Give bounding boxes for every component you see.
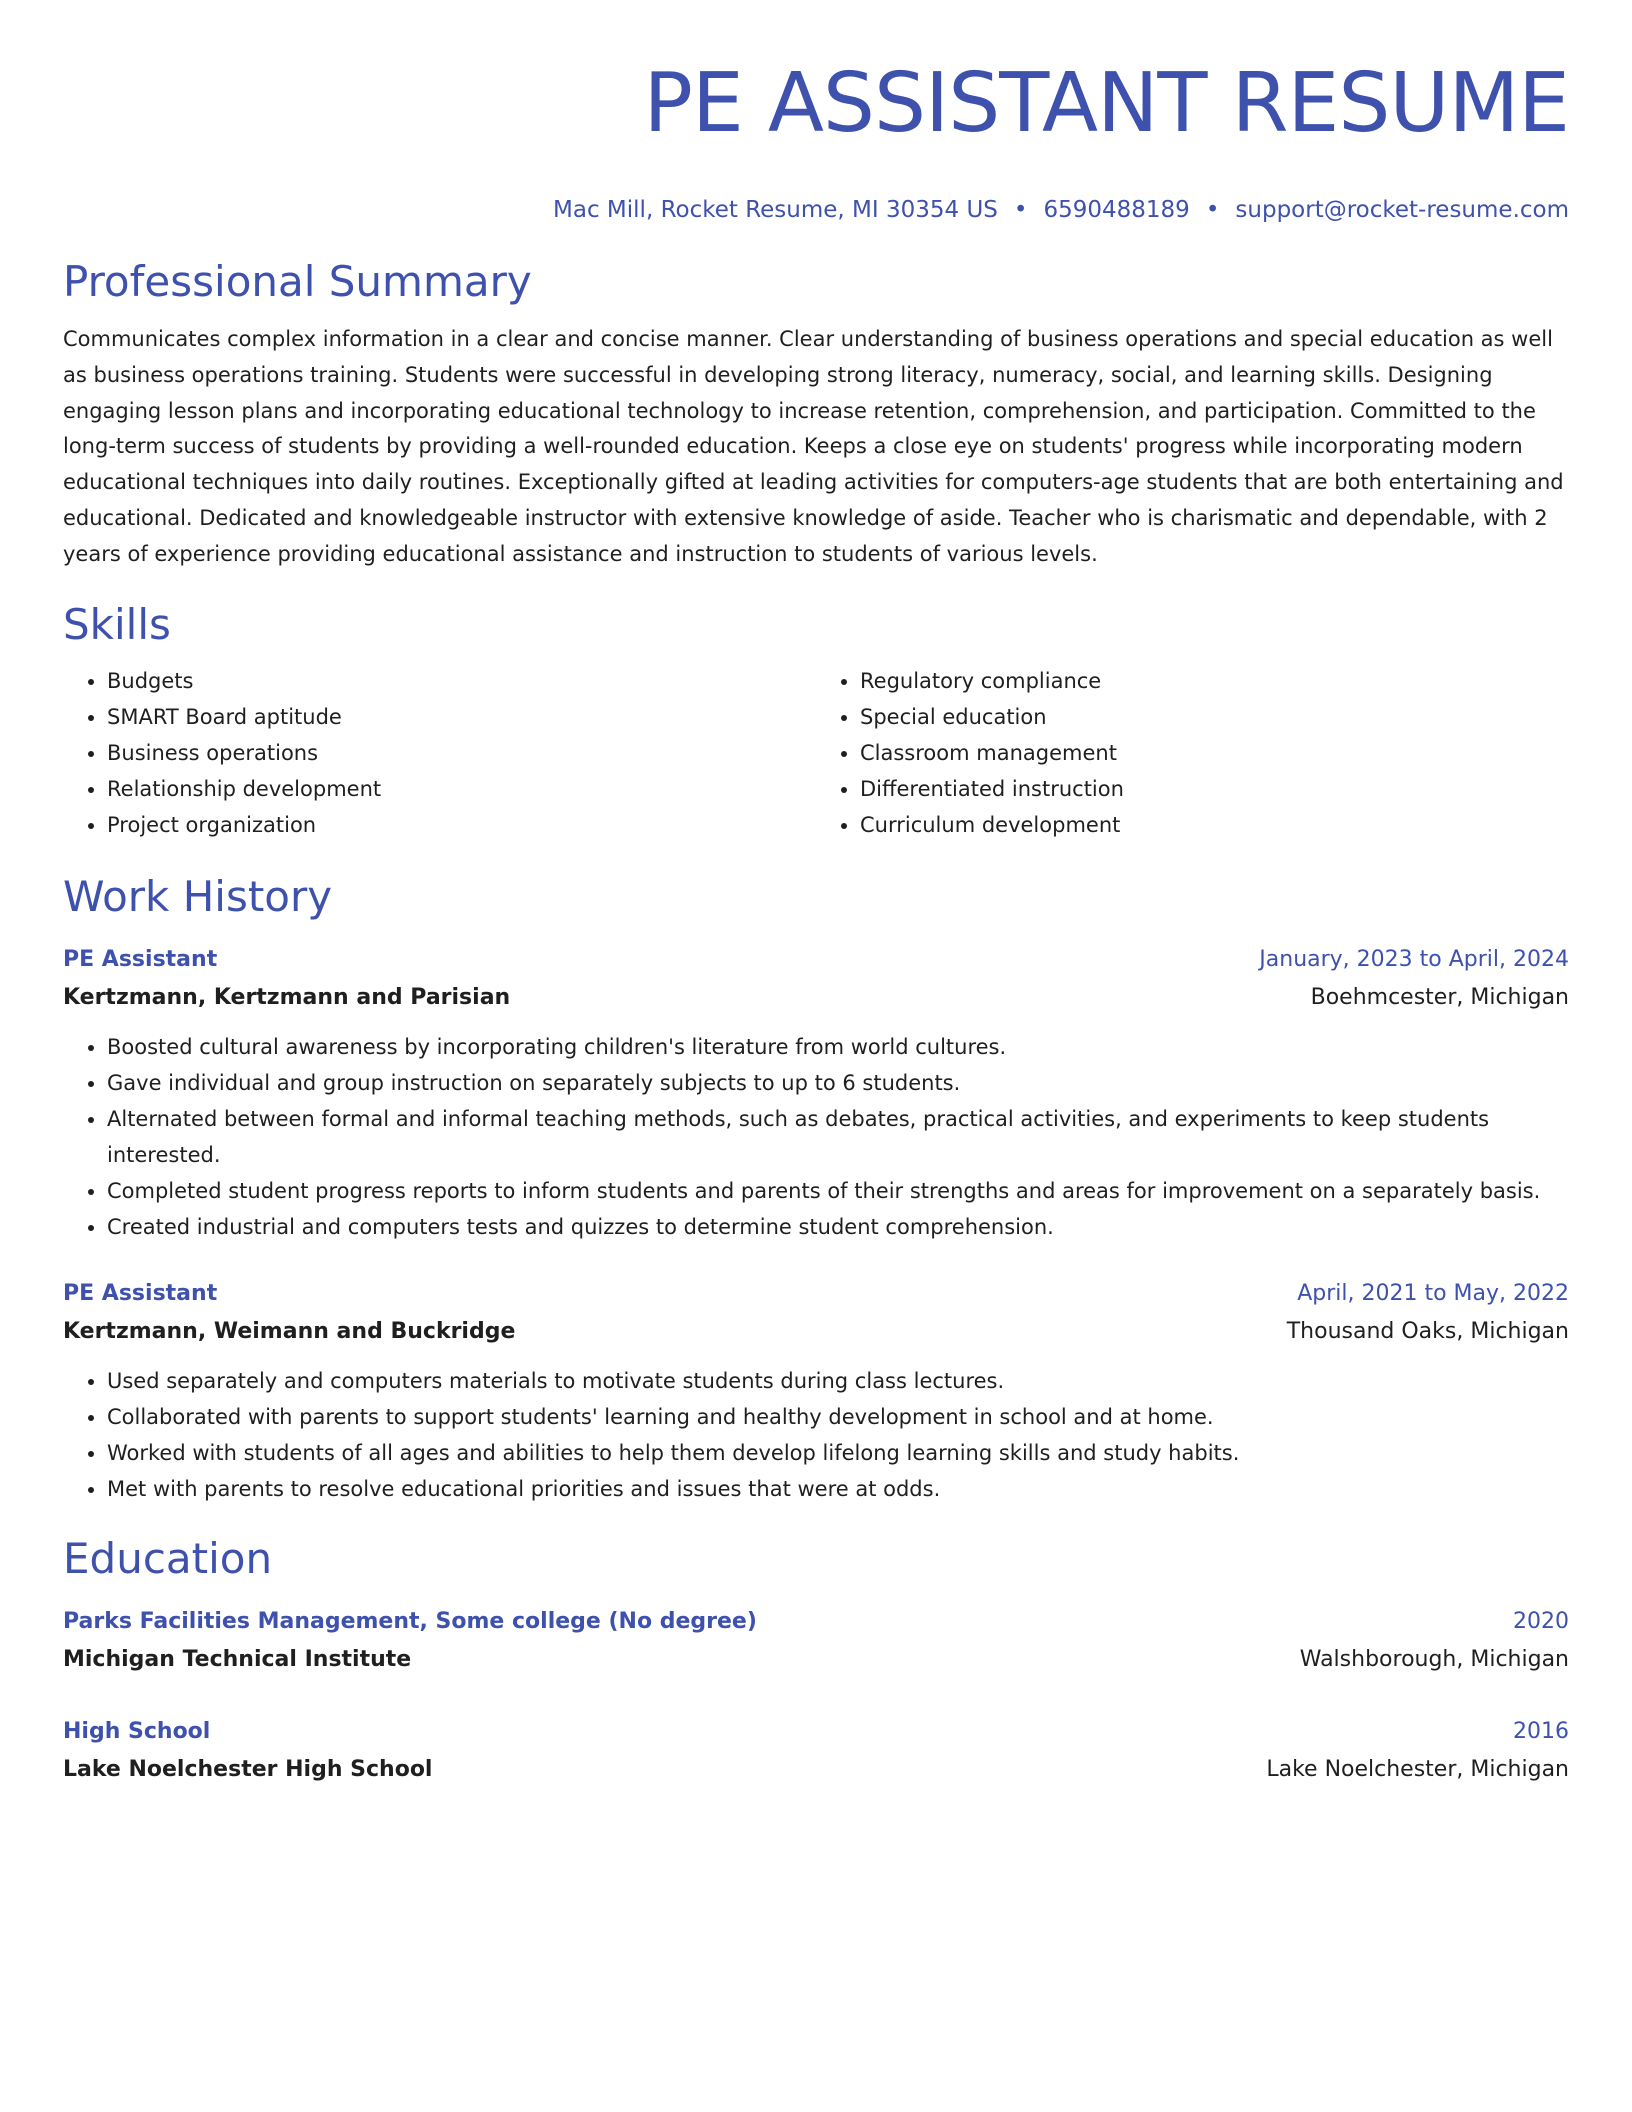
skill-item: • Classroom management — [860, 735, 1569, 771]
job-company: Kertzmann, Weimann and Buckridge — [63, 1318, 516, 1344]
work-history-heading: Work History — [63, 871, 333, 921]
skills-column-left — [63, 663, 816, 843]
resume-title: PE ASSISTANT RESUME — [643, 56, 1569, 151]
contact-phone: 6590488189 — [1043, 197, 1190, 223]
contact-address: Mac Mill, Rocket Resume, MI 30354 US — [553, 197, 998, 223]
job-header-row — [63, 1275, 1569, 1313]
skill-item: • Business operations — [107, 735, 816, 771]
skills-list — [63, 663, 1569, 843]
contact-separator: • — [1013, 197, 1028, 223]
skill-item: • Differentiated instruction — [860, 771, 1569, 807]
education-school: Michigan Technical Institute — [63, 1646, 412, 1672]
education-year: 2016 — [1513, 1718, 1569, 1744]
job-bullet: • Used separately and computers materials to motivate students during class lectures. — [107, 1363, 1569, 1399]
education-heading: Education — [63, 1533, 273, 1583]
summary-text: Communicates complex information in a clear and concise manner. Clear understanding of business operations and special education as well as business operations training. Students were successful in developing strong literacy, numeracy, social, and learning skills. Designing engaging lesson plans and incorporating educational technology to increase retention, comprehension, and participation. Committed to the long-term success of students by providing a well-rounded education. Keeps a close eye on students' progress while incorporating modern educational techniques into daily routines. Exceptionally gifted at leading activities for computers-age students that are both entertaining and educational. Dedicated and knowledgeable instructor with extensive knowledge of aside. Teacher who is charismatic and dependable, with 2 years of experience providing educational assistance and instruction to students of various levels. — [63, 327, 1564, 566]
education-entry — [63, 1603, 1569, 1679]
job-bullets — [63, 1029, 1569, 1245]
education-school: Lake Noelchester High School — [63, 1756, 433, 1782]
education-school-row — [63, 1751, 1569, 1789]
education-degree: Parks Facilities Management, Some college (No degree) — [63, 1608, 757, 1634]
skill-item: • Budgets — [107, 663, 816, 699]
contact-separator: • — [1205, 197, 1220, 223]
education-header-row — [63, 1603, 1569, 1641]
education-year: 2020 — [1513, 1608, 1569, 1634]
skill-item: • Relationship development — [107, 771, 816, 807]
job-bullet: • Met with parents to resolve educational priorities and issues that were at odds. — [107, 1471, 1569, 1507]
skill-item: • Special education — [860, 699, 1569, 735]
job-bullet: • Created industrial and computers tests and quizzes to determine student comprehension. — [107, 1209, 1569, 1245]
job-company-row — [63, 979, 1569, 1017]
contact-email: support@rocket-resume.com — [1235, 197, 1569, 223]
job-bullet: • Collaborated with parents to support students' learning and healthy development in school and at home. — [107, 1399, 1569, 1435]
contact-line — [63, 194, 1569, 226]
job-company: Kertzmann, Kertzmann and Parisian — [63, 984, 511, 1010]
education-degree: High School — [63, 1718, 211, 1744]
education-header-row — [63, 1713, 1569, 1751]
job-header-row — [63, 941, 1569, 979]
job-bullets — [63, 1363, 1569, 1507]
education-school-row — [63, 1641, 1569, 1679]
skill-item: • Project organization — [107, 807, 816, 843]
job-bullet: • Completed student progress reports to inform students and parents of their strengths and areas for improvement on a separately basis. — [107, 1173, 1569, 1209]
skills-column-right — [816, 663, 1569, 843]
job-entry — [63, 1275, 1569, 1507]
job-bullet: • Alternated between formal and informal teaching methods, such as debates, practical activities, and experiments to keep students interested. — [107, 1101, 1569, 1173]
education-location: Walshborough, Michigan — [1299, 1646, 1569, 1672]
job-dates: January, 2023 to April, 2024 — [1259, 946, 1569, 972]
education-location: Lake Noelchester, Michigan — [1266, 1756, 1569, 1782]
skills-heading: Skills — [63, 599, 171, 649]
job-bullet: • Gave individual and group instruction on separately subjects to up to 6 students. — [107, 1065, 1569, 1101]
skill-item: • SMART Board aptitude — [107, 699, 816, 735]
education-entry — [63, 1713, 1569, 1789]
skill-item: • Regulatory compliance — [860, 663, 1569, 699]
skill-item: • Curriculum development — [860, 807, 1569, 843]
job-dates: April, 2021 to May, 2022 — [1297, 1280, 1569, 1306]
job-location: Thousand Oaks, Michigan — [1286, 1318, 1569, 1344]
job-title: PE Assistant — [63, 946, 218, 972]
job-entry — [63, 941, 1569, 1245]
job-bullet: • Boosted cultural awareness by incorporating children's literature from world cultures. — [107, 1029, 1569, 1065]
job-location: Boehmcester, Michigan — [1310, 984, 1569, 1010]
job-title: PE Assistant — [63, 1280, 218, 1306]
job-company-row — [63, 1313, 1569, 1351]
job-bullet: • Worked with students of all ages and abilities to help them develop lifelong learning skills and study habits. — [107, 1435, 1569, 1471]
summary-heading: Professional Summary — [63, 257, 532, 306]
